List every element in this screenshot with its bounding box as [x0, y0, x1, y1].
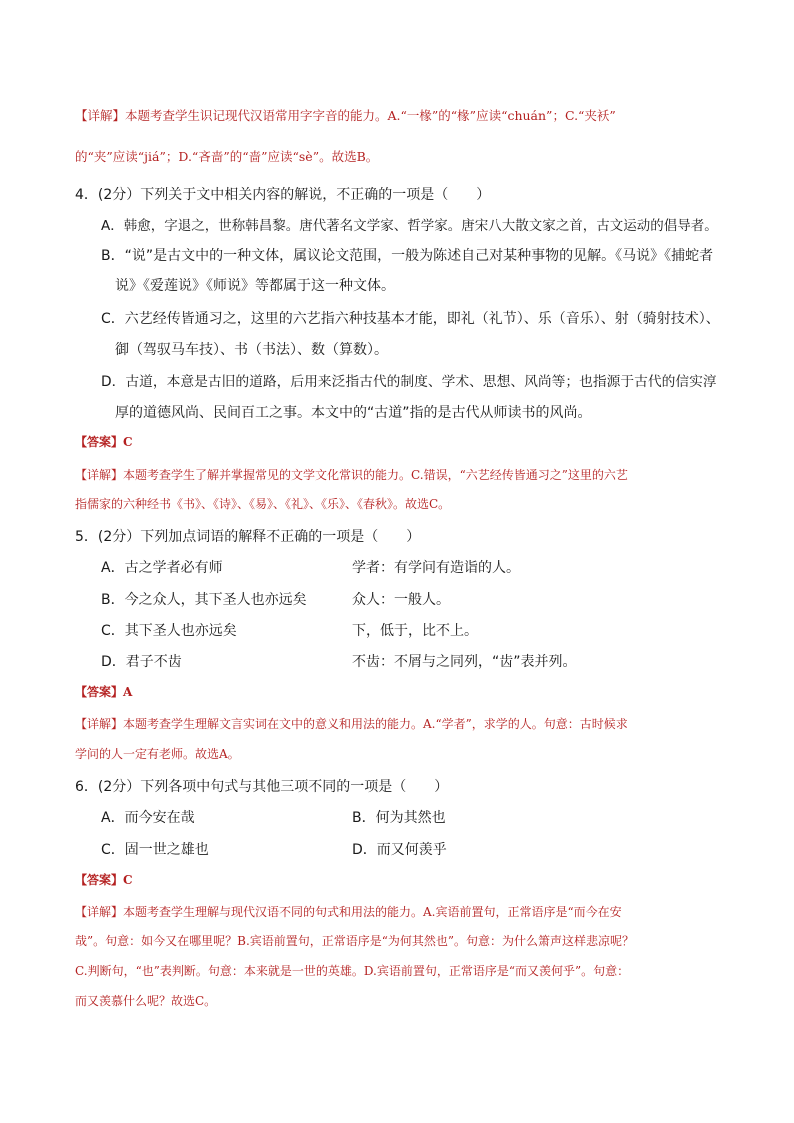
question-4-option-b-line-1: B．“说”是古文中的一种文体，属议论文范围，一般为陈述自己对某种事物的见解。《马说》《捕蛇者: [101, 248, 714, 264]
question-6-stem: 6．(2分）下列各项中句式与其他三项不同的一项是（ ）: [75, 779, 449, 795]
question-6-detail-line-4: 而又羡慕什么呢？故选C。: [75, 994, 217, 1008]
detail-top-line-1: 【详解】本题考查学生识记现代汉语常用字字音的能力。A.“一椽”的“椽”应读“chuán”；C.“夹袄”: [75, 108, 616, 123]
question-5-option-c-explanation: 下，低于，比不上。: [352, 623, 478, 639]
question-6-answer: 【答案】C: [75, 873, 133, 887]
question-4-detail-line-1: 【详解】本题考查学生了解并掌握常见的文学文化常识的能力。C.错误，“六艺经传皆通习之”这里的六艺: [75, 468, 628, 482]
question-5-option-c: C．其下圣人也亦远矣: [101, 623, 237, 639]
question-6-detail-line-1: 【详解】本题考查学生理解与现代汉语不同的句式和用法的能力。A.宾语前置句，正常语序是“而今在安: [75, 905, 622, 919]
question-5-option-d-explanation: 不齿：不屑与之同列，“齿”表并列。: [352, 654, 577, 670]
question-6-option-c: C．固一世之雄也: [101, 842, 209, 858]
question-6-option-b: B．何为其然也: [352, 810, 446, 826]
question-4-option-c-line-1: C．六艺经传皆通习之，这里的六艺指六种技基本才能，即礼（礼节）、乐（音乐）、射（骑射技术）、: [101, 311, 720, 327]
question-4-option-a: A．韩愈，字退之，世称韩昌黎。唐代著名文学家、哲学家。唐宋八大散文家之首，古文运动的倡导者。: [101, 218, 718, 234]
question-5-option-a: A．古之学者必有师: [101, 560, 223, 576]
question-4-option-b-line-2: 说》《爱莲说》《师说》等都属于这一种文体。: [115, 278, 395, 294]
question-5-option-b-explanation: 众人：一般人。: [352, 592, 450, 608]
question-5-detail-line-1: 【详解】本题考查学生理解文言实词在文中的意义和用法的能力。A.“学者”，求学的人。句意：古时候求: [75, 717, 628, 731]
question-6-detail-line-3: C.判断句，“也”表判断。句意：本来就是一世的英雄。D.宾语前置句，正常语序是“而又羡何乎”。句意：: [75, 964, 630, 978]
question-4-answer: 【答案】C: [75, 435, 133, 449]
question-5-option-a-explanation: 学者：有学问有造诣的人。: [352, 560, 520, 576]
question-6-option-d: D．而又何羡乎: [352, 842, 447, 858]
question-5-answer: 【答案】A: [75, 685, 133, 699]
question-4-option-d-line-1: D．古道，本意是古旧的道路，后用来泛指古代的制度、学术、思想、风尚等；也指源于古代的信实淳: [101, 374, 717, 390]
question-5-stem: 5．(2分）下列加点词语的解释不正确的一项是（ ）: [75, 529, 421, 545]
question-4-option-d-line-2: 厚的道德风尚、民间百工之事。本文中的“古道”指的是古代从师读书的风尚。: [115, 405, 592, 421]
question-5-option-d: D．君子不齿: [101, 654, 182, 670]
question-5-option-b: B．今之众人，其下圣人也亦远矣: [101, 592, 307, 608]
question-6-option-a: A．而今安在哉: [101, 810, 195, 826]
question-4-option-c-line-2: 御（驾驭马车技）、书（书法）、数（算数）。: [115, 342, 388, 358]
question-4-detail-line-2: 指儒家的六种经书《书》、《诗》、《易》、《礼》、《乐》、《春秋》。故选C。: [75, 497, 451, 511]
question-6-detail-line-2: 哉”。句意：如今又在哪里呢？B.宾语前置句，正常语序是“为何其然也”。句意：为什么箫声这样悲凉呢？: [75, 934, 635, 948]
detail-top-line-2: 的“夹”应读“jiá”；D.“吝啬”的“啬”应读“sè”。故选B。: [75, 149, 379, 164]
question-5-detail-line-2: 学问的人一定有老师。故选A。: [75, 747, 240, 761]
question-4-stem: 4．(2分）下列关于文中相关内容的解说，不正确的一项是（ ）: [75, 187, 491, 203]
